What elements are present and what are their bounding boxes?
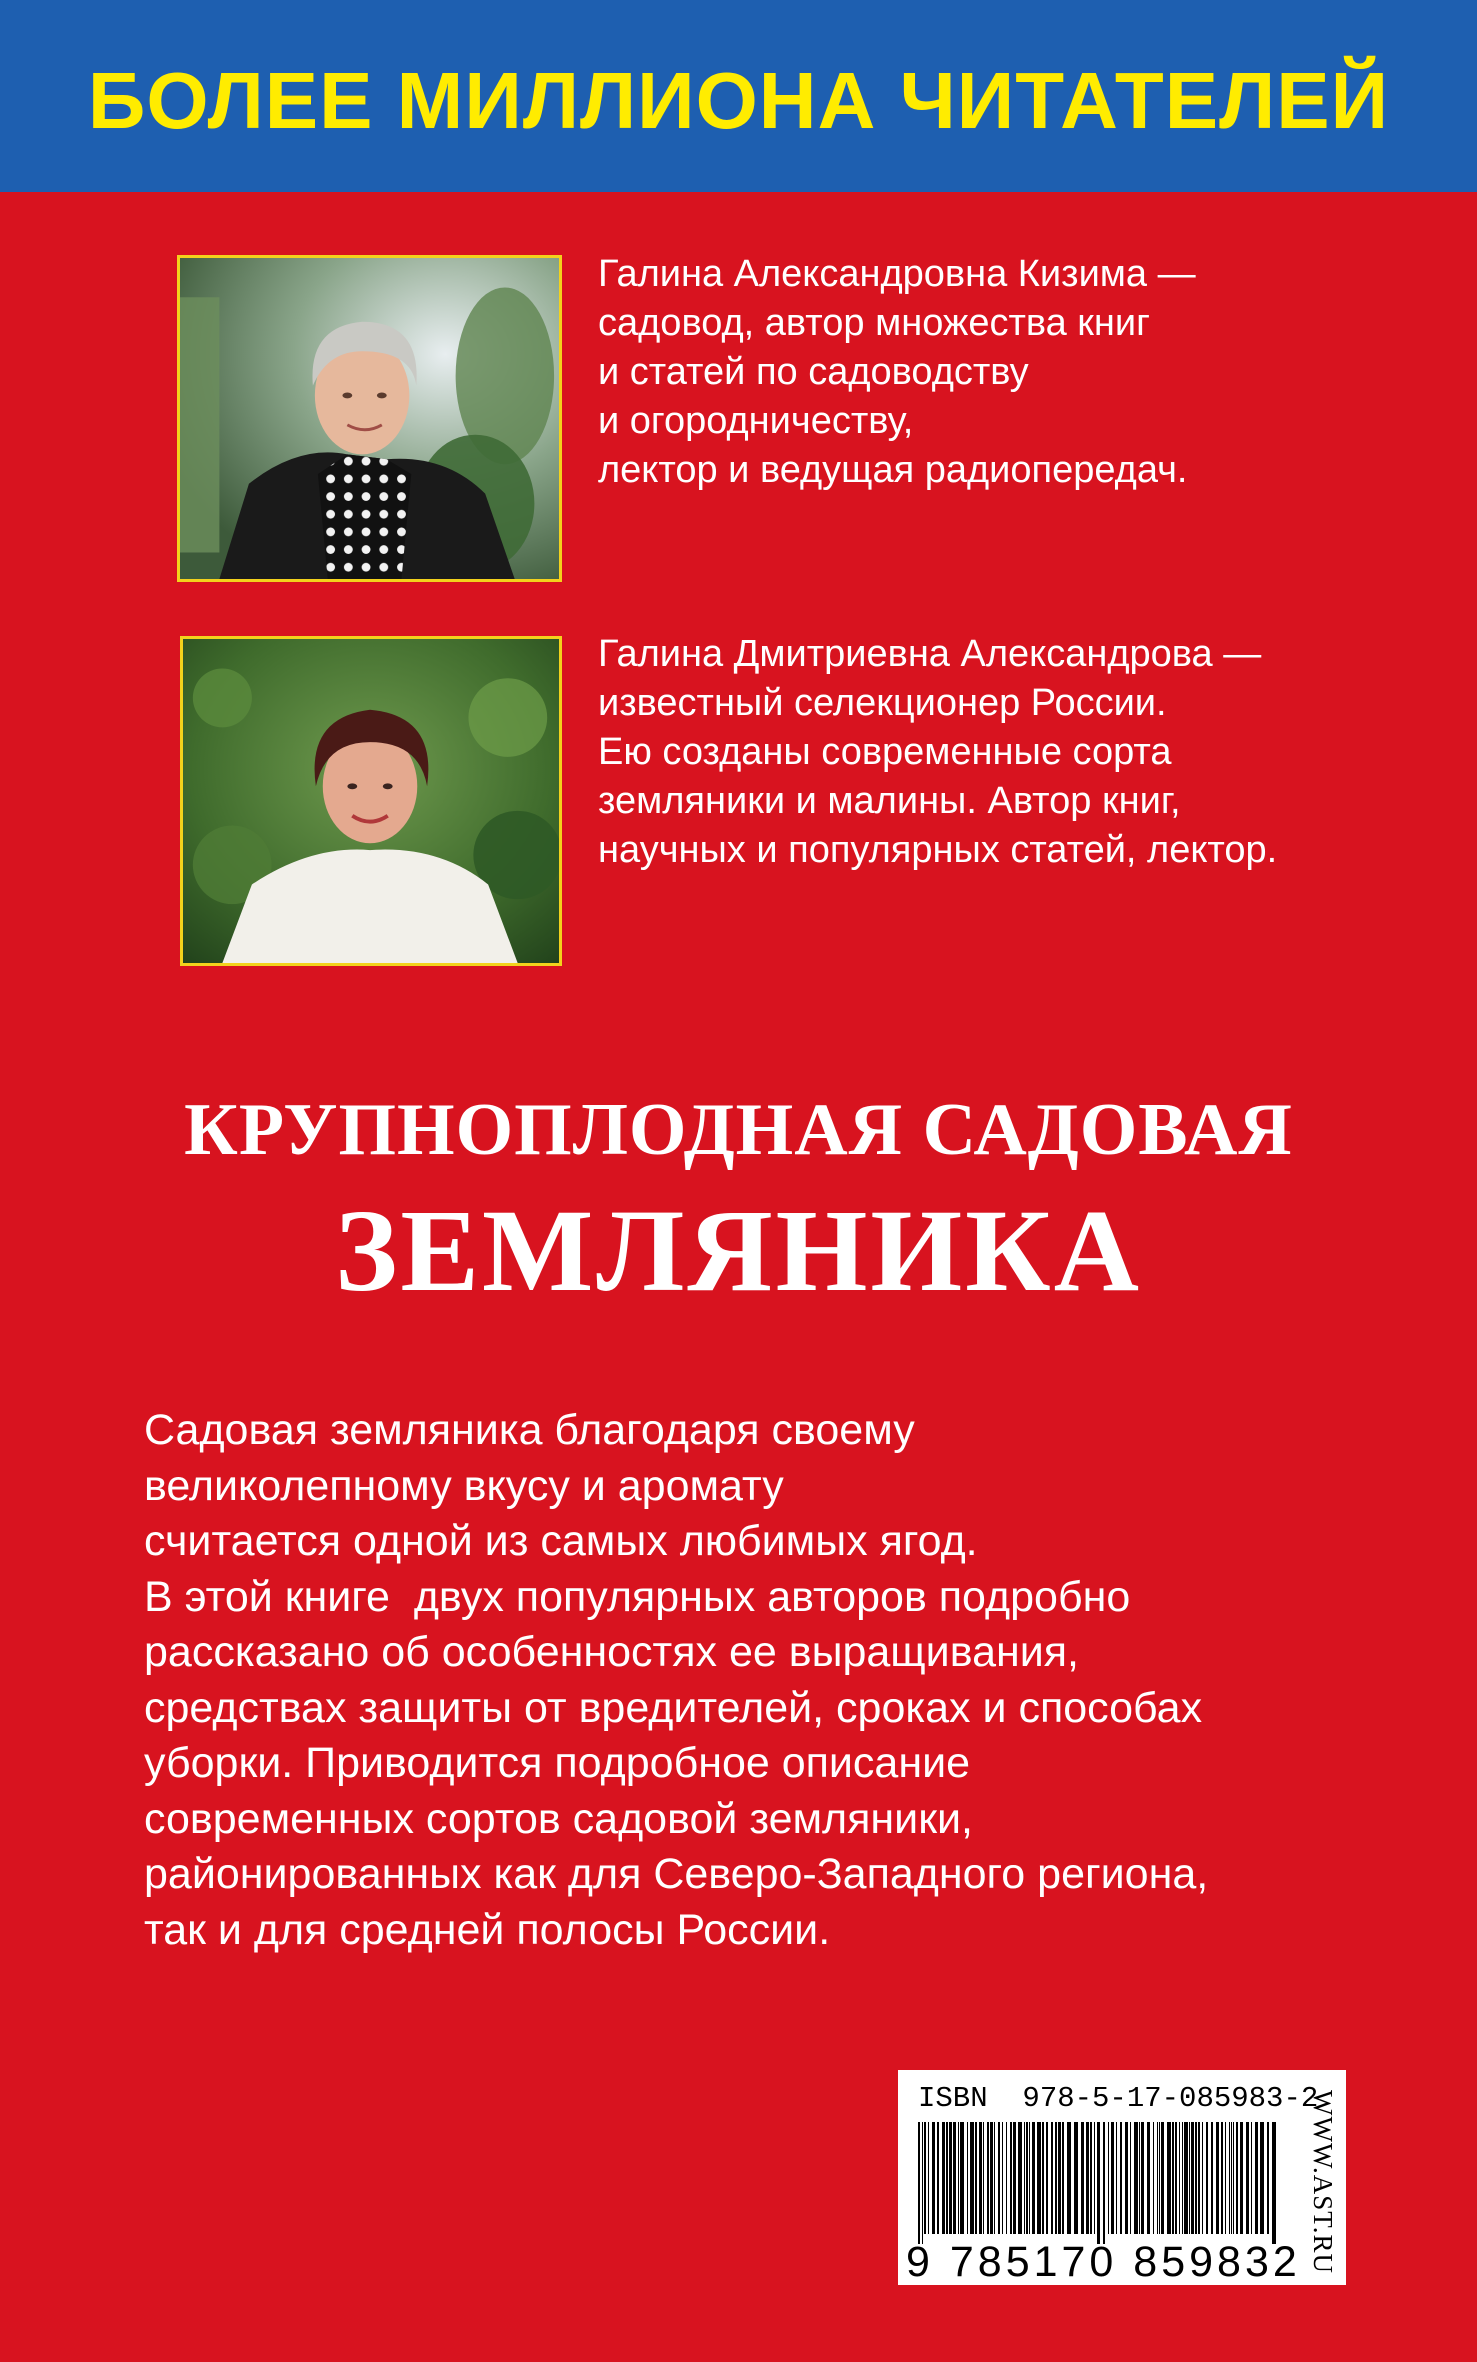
barcode-bar [932,2122,935,2234]
barcode-bar [1233,2122,1234,2234]
barcode-bar [1116,2122,1117,2234]
barcode-bar [1139,2122,1140,2234]
barcode-bar [1125,2122,1128,2234]
barcode-bar [994,2122,995,2234]
barcode-bar [1058,2122,1061,2234]
barcode-bar [983,2122,984,2234]
bio-line: садовод, автор множества книг [598,302,1151,344]
barcode-bar [1032,2122,1035,2234]
barcode-bar [1018,2122,1022,2234]
barcode-bar [1179,2122,1180,2234]
author-photo-kizima [177,255,562,582]
barcode-bar [1225,2122,1226,2234]
barcode-bar [1157,2122,1158,2234]
barcode-bar [918,2122,920,2244]
barcode-bar [1216,2122,1219,2234]
barcode-bar [975,2122,977,2234]
barcode-bar [946,2122,948,2234]
barcode-bar [1097,2122,1100,2244]
description-line: В этой книге двух популярных авторов подробно [144,1572,1131,1621]
barcode-bar [1167,2122,1171,2234]
barcode-bar [1184,2122,1188,2234]
bio-line: известный селекционер России. [598,682,1167,724]
bio-line: научных и популярных статей, лектор. [598,829,1278,871]
barcode-bar [949,2122,952,2234]
barcode-bar [1037,2122,1041,2234]
barcode-bar [1182,2122,1183,2234]
barcode-bar [1153,2122,1154,2234]
bio-line: и огородничеству, [598,400,914,442]
description-line: Садовая земляника благодаря своему [144,1406,915,1454]
bio-line: Галина Дмитриевна Александрова — [598,633,1262,675]
bio-line: и статей по садоводству [598,351,1029,393]
barcode-bar [1147,2122,1150,2234]
barcode-bar [1211,2122,1213,2234]
barcode-bar [937,2122,939,2234]
barcode-bar [1013,2122,1016,2234]
barcode-bar [1175,2122,1177,2234]
description-line: так и для средней полосы России. [144,1905,831,1954]
barcode-bar [1159,2122,1160,2234]
barcode-bar [1198,2122,1200,2234]
barcode-bar [1024,2122,1025,2234]
description-line: великолепному вкусу и аромату [144,1461,784,1510]
barcode-bar [967,2122,968,2234]
barcode-bar [1189,2122,1190,2234]
description-line: районированных как для Северо-Западного региона, [144,1850,1209,1898]
book-description [144,1403,1208,1958]
barcode-bar [1231,2122,1232,2234]
isbn-label: ISBN 978-5-17-085983-2 [918,2082,1319,2115]
barcode-bar [1221,2122,1223,2234]
barcode-bar [1120,2122,1122,2234]
description-line: уборки. Приводится подробное описание [144,1739,971,1787]
barcode-bar [928,2122,929,2234]
publisher-url: WWW.AST.RU [1308,2090,1338,2274]
barcode-bar [1046,2122,1048,2234]
barcode-bar [1267,2122,1269,2234]
barcode-bar [924,2122,926,2234]
barcode-bar [1006,2122,1007,2234]
banner-text: БОЛЕЕ МИЛЛИОНА ЧИТАТЕЛЕЙ [87,56,1390,145]
barcode-bar [1236,2122,1238,2234]
barcode-bar [1202,2122,1203,2234]
barcode-bar [1272,2122,1276,2244]
barcode-bar [1195,2122,1197,2234]
barcode-bar [1240,2122,1243,2234]
barcode-bar [1029,2122,1030,2234]
barcode-bar [1042,2122,1044,2234]
top-banner [0,0,1477,192]
barcode-bar [1246,2122,1249,2234]
barcode-bar [1141,2122,1144,2234]
book-title-line2: ЗЕМЛЯНИКА [335,1185,1142,1316]
description-line: рассказано об особенностях ее выращивания, [144,1628,1079,1676]
author-bio-1 [598,250,1196,495]
barcode-bar [1062,2122,1064,2234]
barcode-bar [1172,2122,1174,2234]
description-line: средствах защиты от вредителей, сроках и способах [144,1683,1203,1732]
barcode-bar [970,2122,974,2234]
barcode-bar [953,2122,956,2234]
barcode-bar [922,2122,923,2244]
barcode-bars [918,2122,1280,2244]
barcode-box [898,2070,1346,2285]
barcode-bar [958,2122,959,2234]
bio-line: земляники и малины. Автор книг, [598,780,1181,822]
barcode-bar [1191,2122,1194,2234]
barcode-bar [1051,2122,1053,2234]
barcode-bar [1086,2122,1089,2234]
barcode-bar [1002,2122,1003,2234]
book-title-line1: КРУПНОПЛОДНАЯ САДОВАЯ [184,1089,1293,1171]
barcode-digits: 9 785170 859832 [906,2238,1301,2286]
bio-line: Ею созданы современные сорта [598,731,1172,773]
barcode-bar [1081,2122,1084,2234]
barcode-bar [1090,2122,1092,2234]
barcode-bar [1161,2122,1164,2234]
description-line: современных сортов садовой земляники, [144,1794,973,1843]
barcode-bar [1055,2122,1057,2234]
barcode-bar [1026,2122,1028,2234]
author-bio-2 [598,630,1277,875]
barcode-bar [987,2122,989,2234]
barcode-bar [1094,2122,1095,2234]
barcode-bar [998,2122,1000,2234]
barcode-bar [1108,2122,1109,2234]
barcode-bar [1067,2122,1071,2234]
barcode-bar [979,2122,982,2234]
barcode-bar [942,2122,945,2234]
barcode-bar [990,2122,993,2234]
barcode-bar [1134,2122,1138,2234]
bio-line: лектор и ведущая радиопередач. [598,449,1188,491]
bio-line: Галина Александровна Кизима — [598,253,1196,295]
description-line: считается одной из самых любимых ягод. [144,1517,978,1565]
barcode-bar [1255,2122,1258,2234]
author-photo-aleksandrova [180,636,562,966]
barcode-bar [1074,2122,1078,2234]
barcode-bar [1251,2122,1252,2234]
barcode-bar [1111,2122,1114,2234]
barcode-bar [1229,2122,1230,2234]
barcode-bar [1103,2122,1105,2244]
barcode-bar [1206,2122,1208,2234]
barcode-bar [1010,2122,1012,2234]
barcode-bar [1130,2122,1131,2234]
barcode-bar [960,2122,964,2234]
barcode-bar [1260,2122,1264,2234]
